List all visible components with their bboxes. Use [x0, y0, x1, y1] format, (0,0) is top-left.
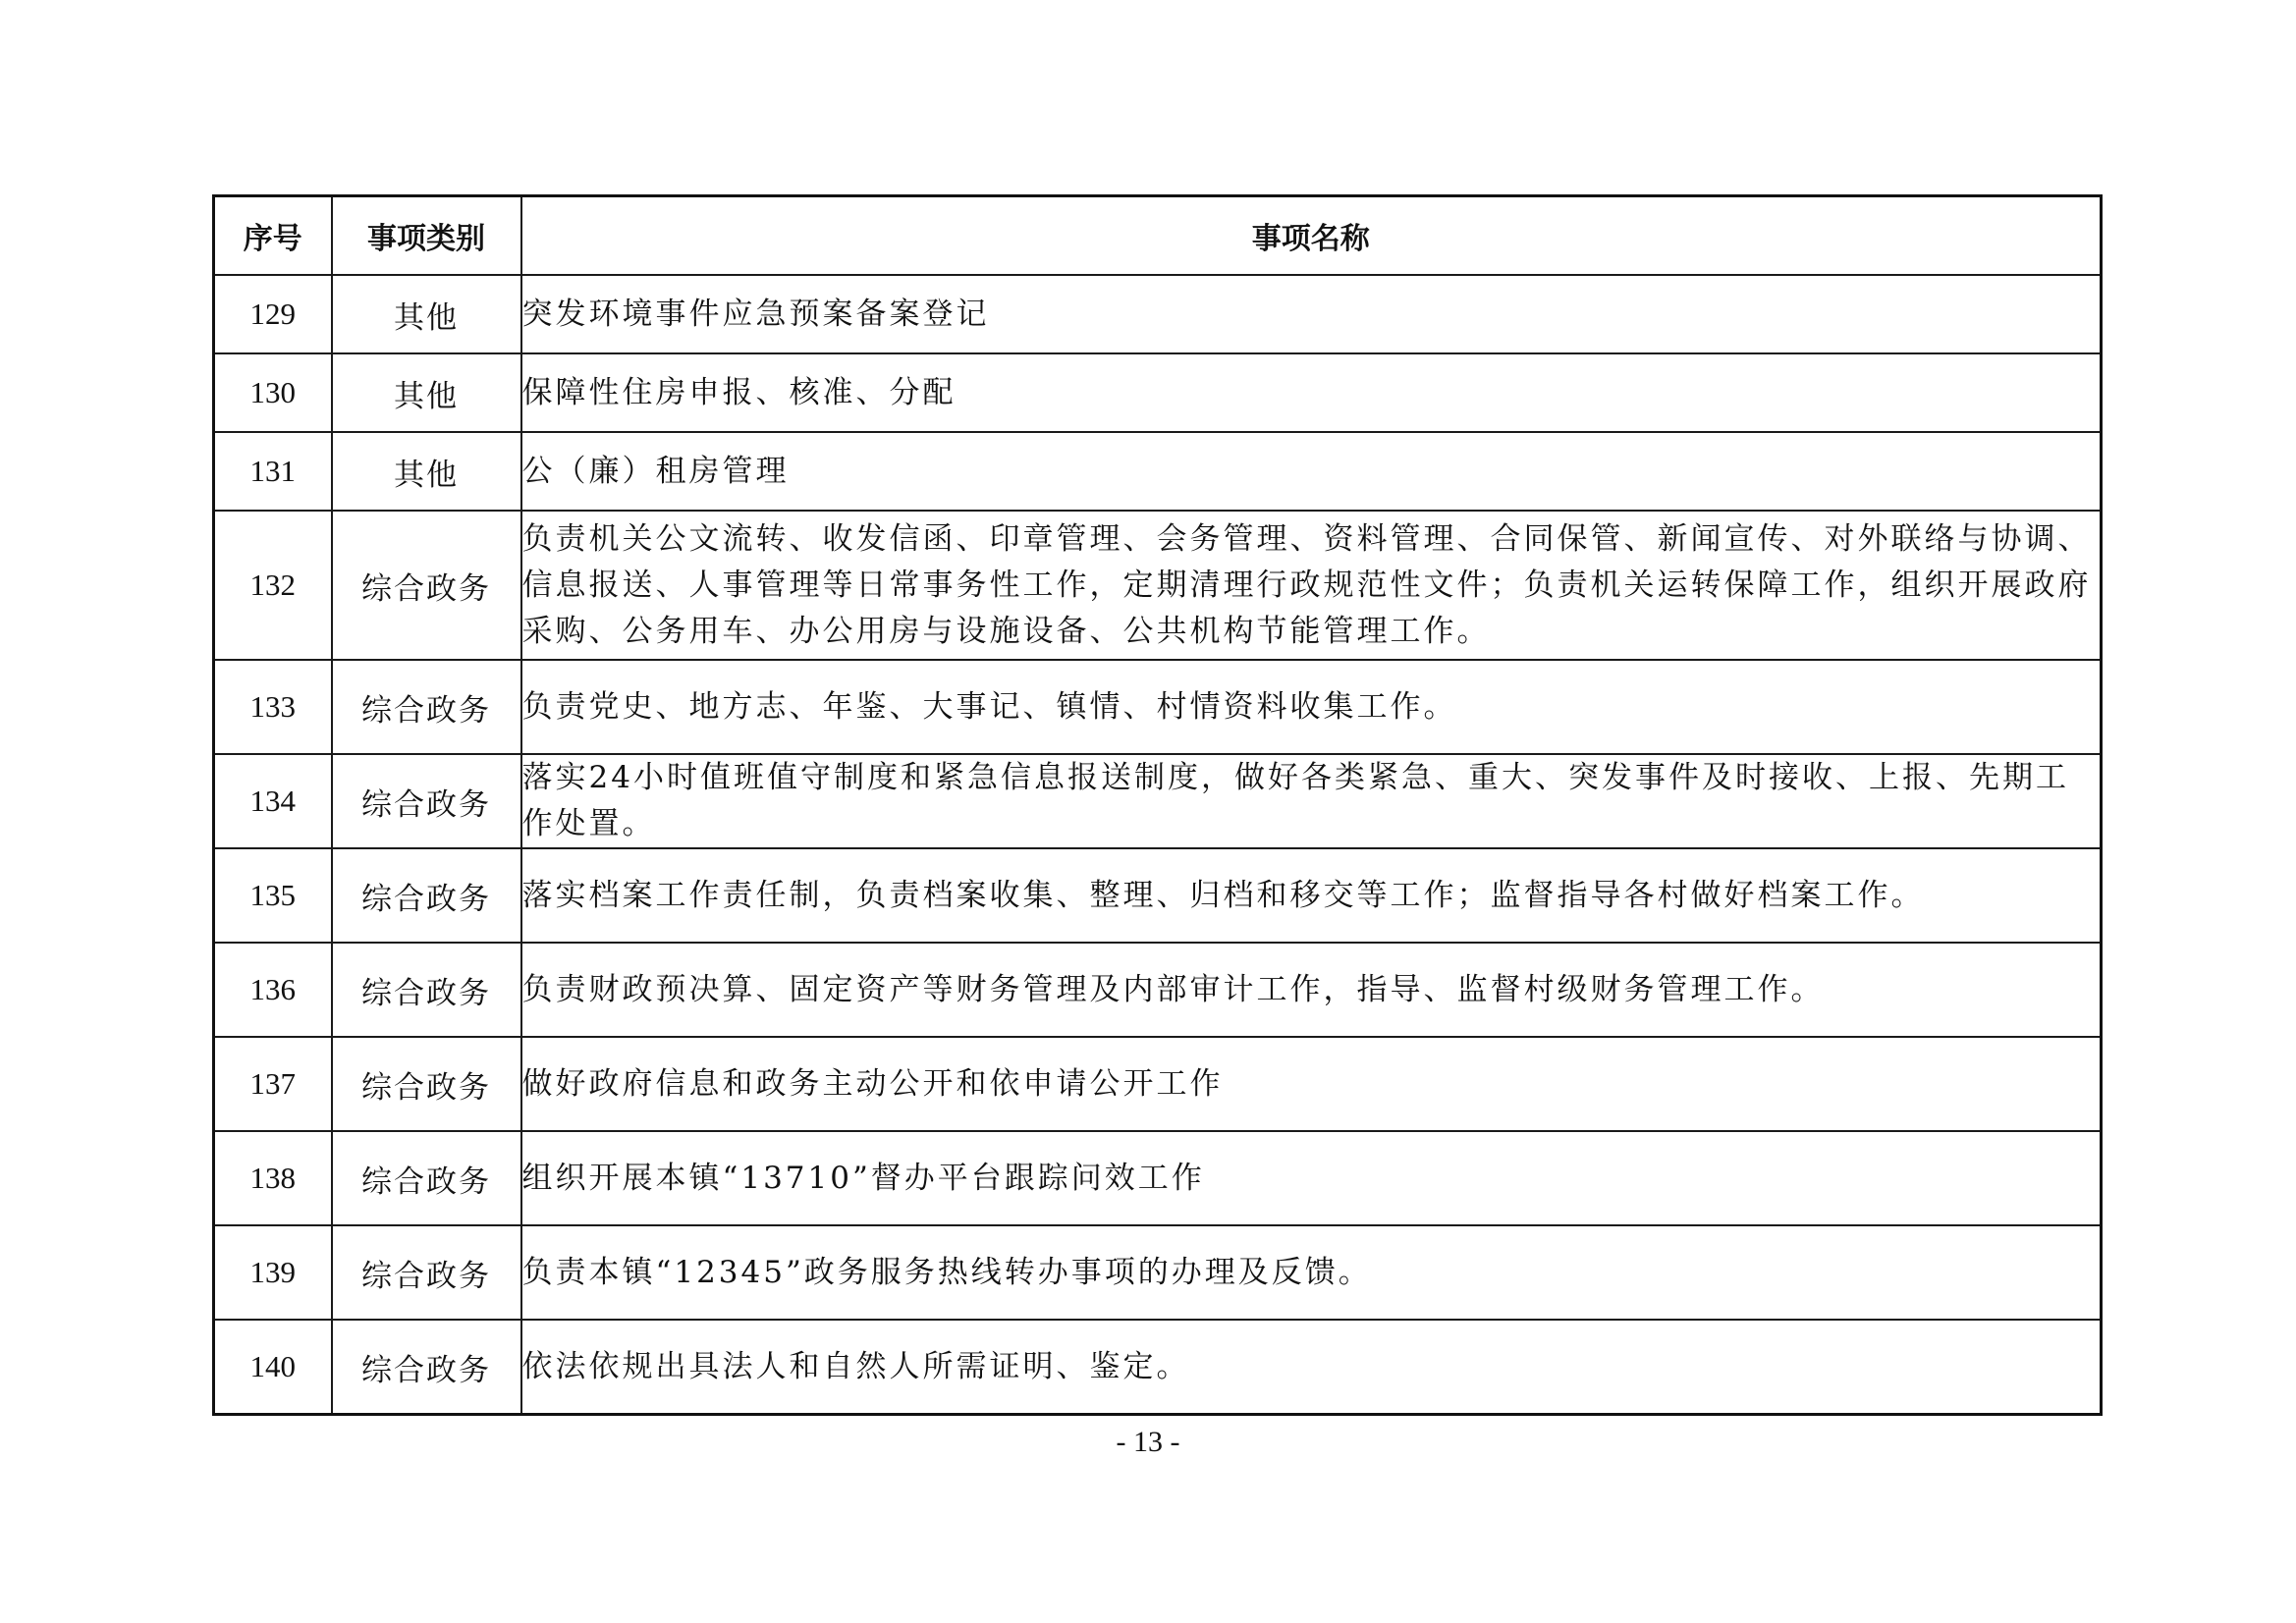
table-row: [214, 1131, 2102, 1225]
row-seq: 140: [214, 1320, 332, 1415]
header-category: 事项类别: [332, 196, 521, 276]
row-name: 负责党史、地方志、年鉴、大事记、镇情、村情资料收集工作。: [521, 660, 2102, 754]
row-name: 公（廉）租房管理: [521, 432, 2102, 511]
row-name: 依法依规出具法人和自然人所需证明、鉴定。: [521, 1320, 2102, 1415]
page-number: - 13 -: [1116, 1426, 1180, 1458]
row-name: 负责机关公文流转、收发信函、印章管理、会务管理、资料管理、合同保管、新闻宣传、对外联络与协调、信息报送、人事管理等日常事务性工作，定期清理行政规范性文件；负责机关运转保障工作，组织开展政府采购、公务用车、办公用房与设施设备、公共机构节能管理工作。: [521, 511, 2102, 660]
row-seq: 135: [214, 848, 332, 943]
table-row: [214, 660, 2102, 754]
row-category: 综合政务: [332, 1320, 521, 1415]
row-category: 综合政务: [332, 754, 521, 848]
row-seq: 138: [214, 1131, 332, 1225]
table-header-row: [214, 196, 2102, 276]
row-category: 综合政务: [332, 943, 521, 1037]
row-seq: 137: [214, 1037, 332, 1131]
row-category: 综合政务: [332, 1131, 521, 1225]
row-category: 综合政务: [332, 848, 521, 943]
row-name: 组织开展本镇“13710”督办平台跟踪问效工作: [521, 1131, 2102, 1225]
table-row: [214, 1037, 2102, 1131]
row-seq: 139: [214, 1225, 332, 1320]
header-name: 事项名称: [521, 196, 2102, 276]
table-row: [214, 353, 2102, 432]
row-seq: 133: [214, 660, 332, 754]
header-seq: 序号: [214, 196, 332, 276]
row-seq: 130: [214, 353, 332, 432]
row-seq: 132: [214, 511, 332, 660]
row-seq: 129: [214, 275, 332, 353]
table-row: [214, 275, 2102, 353]
row-category: 综合政务: [332, 1037, 521, 1131]
row-category: 其他: [332, 353, 521, 432]
row-category: 其他: [332, 432, 521, 511]
row-name: 突发环境事件应急预案备案登记: [521, 275, 2102, 353]
table-row: [214, 848, 2102, 943]
row-seq: 131: [214, 432, 332, 511]
row-name: 落实档案工作责任制，负责档案收集、整理、归档和移交等工作；监督指导各村做好档案工作。: [521, 848, 2102, 943]
row-name: 保障性住房申报、核准、分配: [521, 353, 2102, 432]
items-table: [212, 194, 2103, 1416]
table-row: [214, 511, 2102, 660]
row-name: 负责本镇“12345”政务服务热线转办事项的办理及反馈。: [521, 1225, 2102, 1320]
table-row: [214, 754, 2102, 848]
table-row: [214, 1320, 2102, 1415]
row-seq: 136: [214, 943, 332, 1037]
row-category: 综合政务: [332, 511, 521, 660]
table-row: [214, 943, 2102, 1037]
row-name: 做好政府信息和政务主动公开和依申请公开工作: [521, 1037, 2102, 1131]
table-row: [214, 432, 2102, 511]
row-name: 负责财政预决算、固定资产等财务管理及内部审计工作，指导、监督村级财务管理工作。: [521, 943, 2102, 1037]
row-category: 综合政务: [332, 1225, 521, 1320]
row-category: 其他: [332, 275, 521, 353]
row-category: 综合政务: [332, 660, 521, 754]
row-seq: 134: [214, 754, 332, 848]
table-row: [214, 1225, 2102, 1320]
row-name: 落实24小时值班值守制度和紧急信息报送制度，做好各类紧急、重大、突发事件及时接收、上报、先期工作处置。: [521, 754, 2102, 848]
